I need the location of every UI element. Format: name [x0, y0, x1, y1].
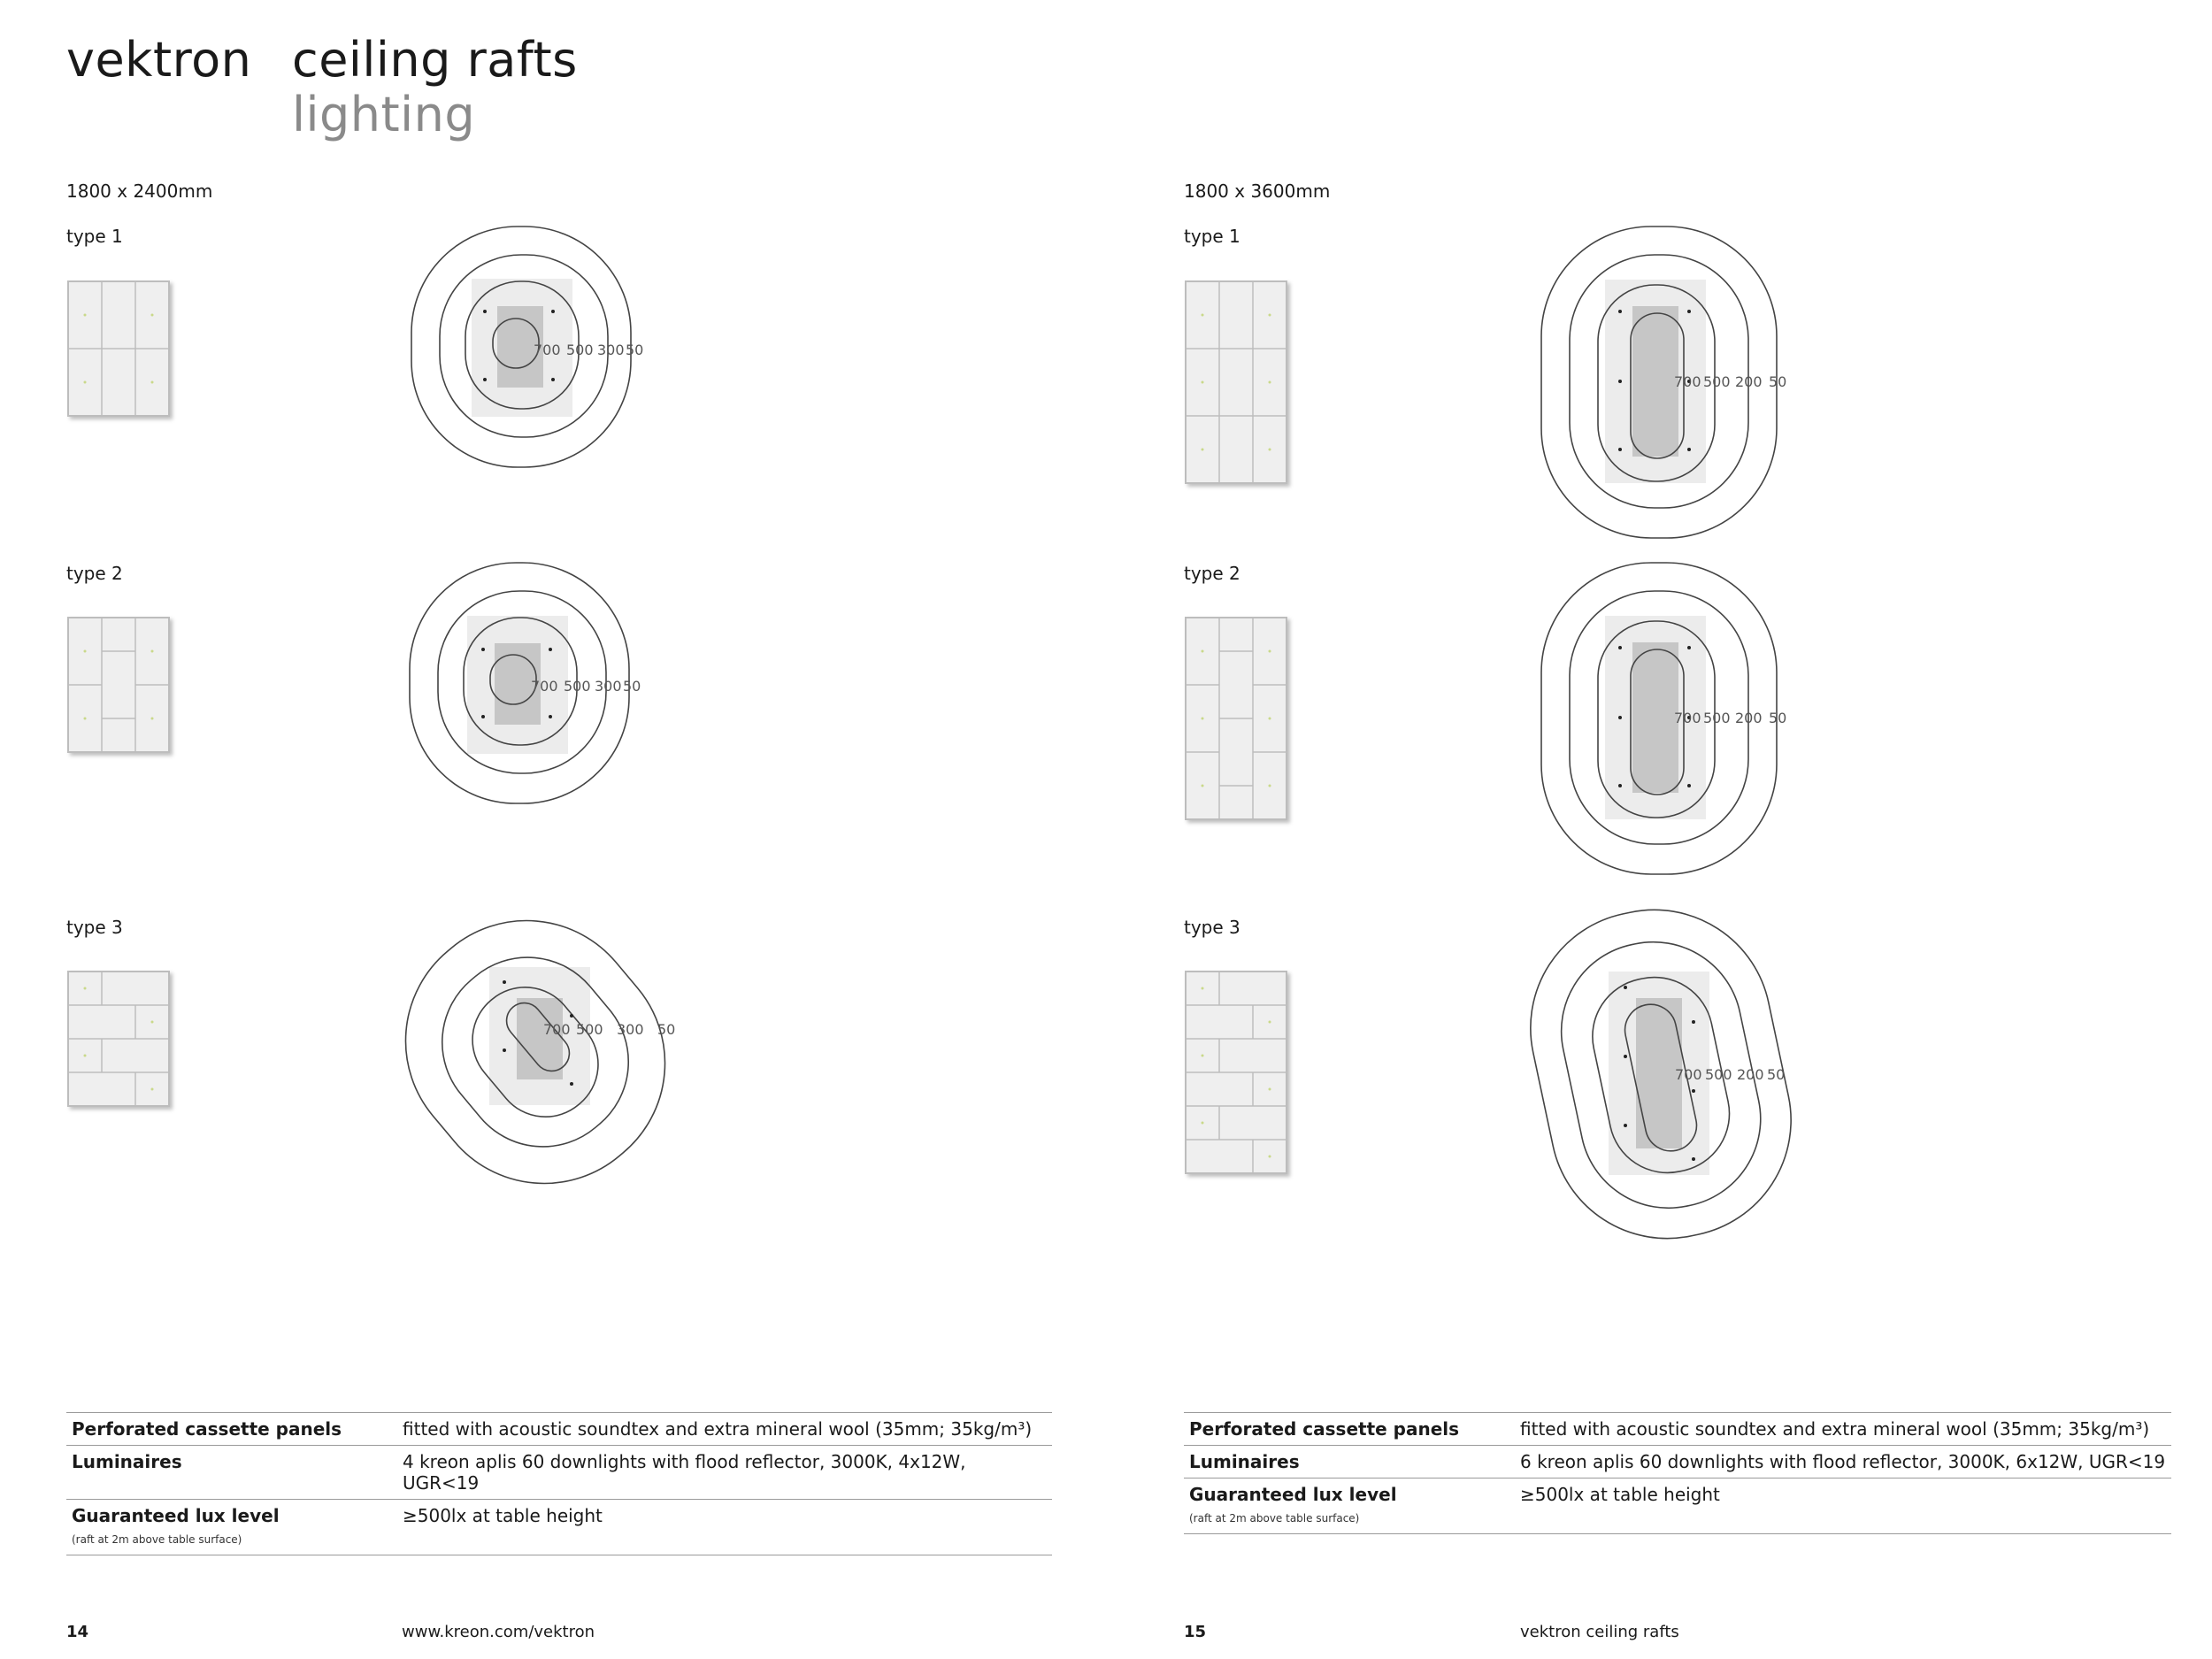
left-type-2-label-50: 50 [623, 678, 641, 695]
right-type-2-label-500: 500 [1703, 710, 1731, 726]
brand-title: vektron [66, 32, 252, 88]
left-type-2-label-500: 500 [564, 678, 591, 695]
spec-key: Perforated cassette panels [66, 1413, 397, 1446]
page-title: ceiling rafts [292, 32, 578, 88]
left-type-2-label: type 2 [66, 563, 123, 584]
table-row [1184, 1413, 2171, 1446]
right-type-1-label-50: 50 [1769, 373, 1787, 390]
table-row [66, 1413, 1052, 1446]
left-footer-link[interactable]: www.kreon.com/vektron [402, 1623, 595, 1641]
spec-value: fitted with acoustic soundtex and extra mineral wool (35mm; 35kg/m³) [397, 1413, 1052, 1446]
right-type-1-label-200: 200 [1735, 373, 1763, 390]
spec-key-note: (raft at 2m above table surface) [72, 1533, 242, 1546]
right-type-2-plan [1186, 618, 1286, 819]
right-spec-table [1184, 1412, 2171, 1534]
table-row [66, 1446, 1052, 1500]
left-type-2-label-300: 300 [595, 678, 622, 695]
right-type-3-label-200: 200 [1737, 1066, 1764, 1083]
left-type-2-label-700: 700 [531, 678, 558, 695]
right-type-1-label-700: 700 [1674, 373, 1701, 390]
left-type-3-label-50: 50 [657, 1021, 676, 1038]
right-size-label: 1800 x 3600mm [1184, 180, 1331, 202]
spec-key: Luminaires [66, 1446, 397, 1500]
left-type-1-label-50: 50 [626, 342, 644, 358]
spec-key: Guaranteed lux level [1189, 1484, 1397, 1505]
right-type-1-plan [1186, 281, 1286, 483]
right-type-3-label-50: 50 [1767, 1066, 1786, 1083]
left-page-number: 14 [66, 1623, 89, 1641]
left-type-2-plan [68, 618, 169, 752]
page-subtitle: lighting [292, 87, 476, 142]
right-page-number: 15 [1184, 1623, 1207, 1641]
left-type-1-label: type 1 [66, 226, 123, 247]
left-type-1-label-300: 300 [597, 342, 625, 358]
spec-value: ≥500lx at table height [1515, 1479, 2171, 1534]
right-type-3-label-700: 700 [1675, 1066, 1702, 1083]
spec-value: 6 kreon aplis 60 downlights with flood reflector, 3000K, 6x12W, UGR<19 [1515, 1446, 2171, 1479]
table-row [1184, 1479, 2171, 1534]
left-spec-table [66, 1412, 1052, 1555]
left-type-3-plan [68, 972, 169, 1106]
spec-key-cell [1184, 1479, 1515, 1534]
spec-key: Luminaires [1184, 1446, 1515, 1479]
left-type-3-label: type 3 [66, 917, 123, 938]
right-type-1-label-500: 500 [1703, 373, 1731, 390]
left-type-3-label-700: 700 [543, 1021, 571, 1038]
right-type-1-label: type 1 [1184, 226, 1240, 247]
right-type-3-label: type 3 [1184, 917, 1240, 938]
right-type-2-label-50: 50 [1769, 710, 1787, 726]
spec-value: ≥500lx at table height [397, 1500, 1052, 1555]
table-row [1184, 1446, 2171, 1479]
spec-key: Guaranteed lux level [72, 1505, 280, 1526]
spec-key-note: (raft at 2m above table surface) [1189, 1512, 1360, 1525]
right-type-3-label-500: 500 [1705, 1066, 1732, 1083]
left-type-3-label-300: 300 [617, 1021, 644, 1038]
right-type-2-label: type 2 [1184, 563, 1240, 584]
spec-value: fitted with acoustic soundtex and extra mineral wool (35mm; 35kg/m³) [1515, 1413, 2171, 1446]
left-type-1-plan [68, 281, 169, 416]
left-size-label: 1800 x 2400mm [66, 180, 213, 202]
table-row [66, 1500, 1052, 1555]
right-type-2-label-700: 700 [1674, 710, 1701, 726]
left-type-3-label-500: 500 [576, 1021, 603, 1038]
left-type-1-label-700: 700 [534, 342, 561, 358]
right-footer-text: vektron ceiling rafts [1520, 1623, 1679, 1641]
spec-value: 4 kreon aplis 60 downlights with flood reflector, 3000K, 4x12W, UGR<19 [397, 1446, 1052, 1500]
left-type-1-label-500: 500 [566, 342, 594, 358]
spec-key-cell [66, 1500, 397, 1555]
spec-key: Perforated cassette panels [1184, 1413, 1515, 1446]
right-type-3-plan [1186, 972, 1286, 1173]
right-type-2-label-200: 200 [1735, 710, 1763, 726]
left-type-3-isolux [358, 873, 713, 1232]
